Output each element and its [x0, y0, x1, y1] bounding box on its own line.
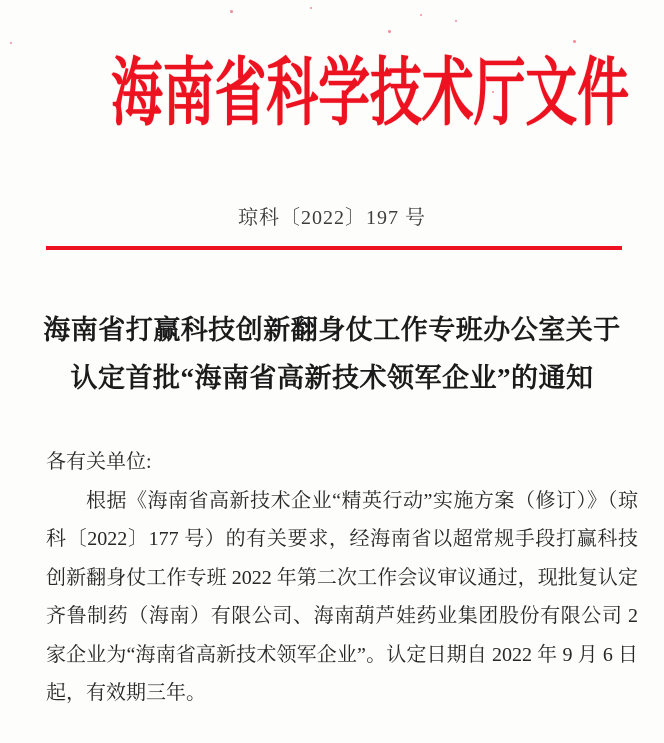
body-paragraph: 根据《海南省高新技术企业“精英行动”实施方案（修订）》（琼科〔2022〕177 号）的有关要求，经海南省以超常规手段打赢科技创新翻身仗工作专班 2022 年第二次工作会议审议通过，现批复认定齐鲁制药（海南）有限公司、海南葫芦娃药业集团股份有限公司 2 家企业为“海南省高新技术领军企业”。认定日期自 2022 年 9 月 6 日起，有效期三年。 [46, 489, 638, 704]
document-title-line-1: 海南省打赢科技创新翻身仗工作专班办公室关于 [43, 315, 621, 345]
scan-artifact-speck [230, 10, 233, 13]
scan-artifact-speck [420, 14, 422, 16]
scan-artifact-speck [388, 30, 391, 33]
salutation: 各有关单位: [46, 451, 152, 473]
document-title-line-2: 认定首批“海南省高新技术领军企业”的通知 [70, 363, 594, 393]
document-number: 琼科〔2022〕197 号 [238, 207, 426, 229]
scan-artifact-speck [310, 7, 312, 9]
document-body [46, 443, 638, 713]
red-divider-line [46, 246, 622, 250]
scan-artifact-speck [455, 20, 457, 22]
agency-header [0, 0, 664, 134]
document-title [0, 306, 664, 402]
scan-artifact-speck [10, 42, 12, 44]
agency-header-text: 海南省科学技术厅文件 [111, 53, 629, 135]
scan-artifact-speck [573, 40, 576, 43]
